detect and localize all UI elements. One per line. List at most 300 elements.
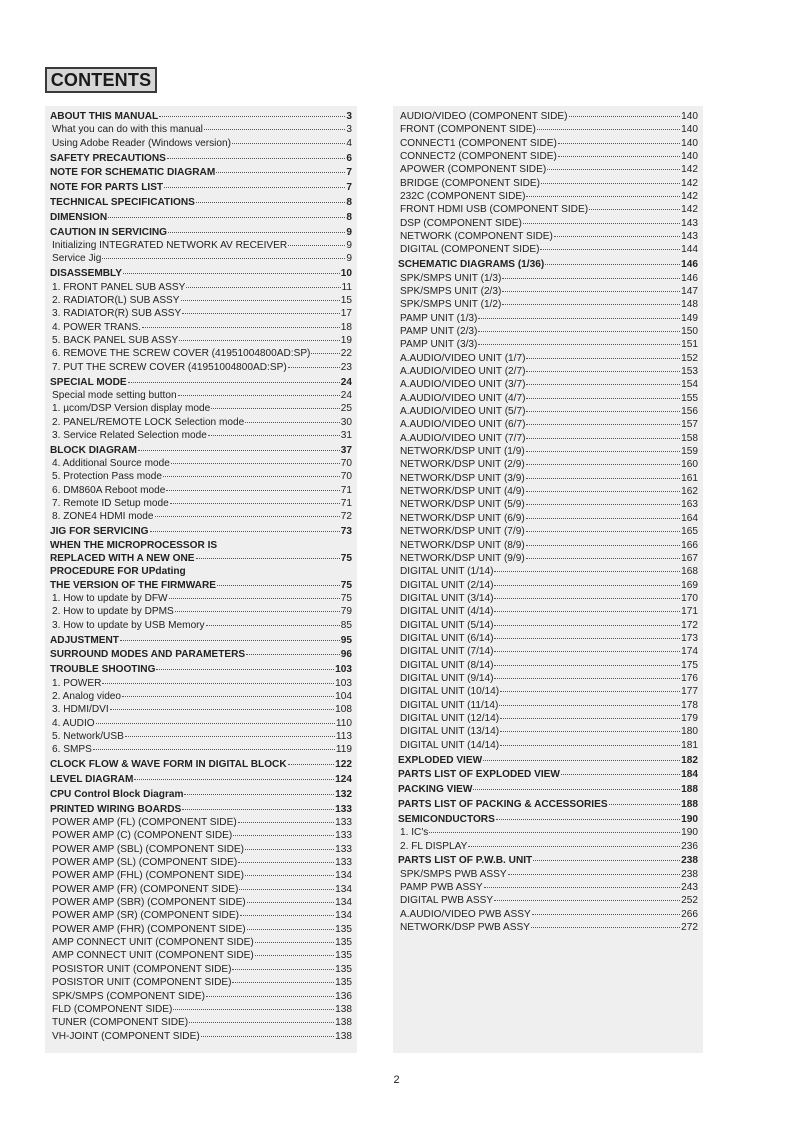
toc-sub-entry[interactable] bbox=[398, 712, 698, 725]
toc-entry-label: DIGITAL UNIT (9/14) bbox=[400, 672, 494, 684]
toc-entry-label: NOTE FOR SCHEMATIC DIAGRAM bbox=[50, 167, 216, 179]
toc-sub-entry[interactable] bbox=[50, 347, 352, 360]
toc-sub-entry[interactable] bbox=[398, 645, 698, 658]
toc-sub-entry[interactable] bbox=[50, 936, 352, 949]
toc-sub-entry[interactable] bbox=[398, 150, 698, 163]
toc-leader-dots bbox=[531, 927, 680, 928]
toc-entry-label: AMP CONNECT UNIT (COMPONENT SIDE) bbox=[52, 937, 254, 949]
toc-entry-label: 3. How to update by USB Memory bbox=[52, 619, 205, 631]
toc-leader-dots bbox=[540, 249, 680, 250]
toc-page-number: 25 bbox=[340, 403, 352, 415]
toc-sub-entry[interactable] bbox=[398, 579, 698, 592]
toc-sub-entry[interactable] bbox=[50, 321, 352, 334]
toc-section-entry[interactable] bbox=[398, 768, 698, 781]
toc-sub-entry[interactable] bbox=[398, 325, 698, 338]
toc-leader-dots bbox=[167, 158, 345, 159]
toc-leader-dots bbox=[138, 450, 340, 451]
toc-sub-entry[interactable] bbox=[398, 632, 698, 645]
toc-sub-entry[interactable] bbox=[398, 123, 698, 136]
toc-section-entry[interactable] bbox=[50, 152, 352, 165]
toc-page-number: 173 bbox=[681, 632, 698, 644]
toc-leader-dots bbox=[239, 889, 334, 890]
toc-page-number: 138 bbox=[335, 1030, 352, 1042]
toc-page-number: 154 bbox=[681, 379, 698, 391]
toc-leader-dots bbox=[122, 696, 334, 697]
toc-entry-label: SAFETY PRECAUTIONS bbox=[50, 152, 166, 164]
toc-sub-entry[interactable] bbox=[398, 659, 698, 672]
toc-page-number: 71 bbox=[340, 484, 352, 496]
toc-entry-label: DIGITAL UNIT (11/14) bbox=[400, 699, 499, 711]
toc-page-number: 9 bbox=[346, 240, 352, 252]
toc-sub-entry[interactable] bbox=[398, 881, 698, 894]
toc-page-number: 182 bbox=[681, 754, 698, 766]
toc-leader-dots bbox=[204, 129, 345, 130]
toc-sub-entry[interactable] bbox=[398, 190, 698, 203]
toc-sub-entry[interactable] bbox=[398, 418, 698, 431]
toc-page-number: 37 bbox=[340, 444, 352, 456]
toc-sub-entry[interactable] bbox=[50, 252, 352, 265]
toc-entry-label: BLOCK DIAGRAM bbox=[50, 444, 137, 456]
toc-section-entry[interactable] bbox=[50, 181, 352, 194]
toc-sub-entry[interactable] bbox=[50, 843, 352, 856]
toc-sub-entry[interactable] bbox=[398, 338, 698, 351]
toc-sub-entry[interactable] bbox=[50, 743, 352, 756]
toc-page-number: 75 bbox=[340, 579, 352, 591]
toc-entry-label: What you can do with this manual bbox=[52, 124, 203, 136]
toc-leader-dots bbox=[247, 929, 334, 930]
toc-entry-label: 4. POWER TRANS. bbox=[52, 321, 141, 333]
toc-page-number: 159 bbox=[681, 446, 698, 458]
toc-leader-dots bbox=[206, 996, 334, 997]
toc-entry-label: PARTS LIST OF EXPLODED VIEW bbox=[398, 769, 560, 781]
toc-sub-entry[interactable] bbox=[50, 909, 352, 922]
toc-page-number: 9 bbox=[346, 253, 352, 265]
toc-sub-entry[interactable] bbox=[398, 921, 698, 934]
toc-sub-entry[interactable] bbox=[50, 869, 352, 882]
toc-sub-entry[interactable] bbox=[50, 816, 352, 829]
toc-leader-dots bbox=[494, 585, 680, 586]
toc-entry-label: PARTS LIST OF PACKING & ACCESSORIES bbox=[398, 799, 608, 811]
toc-entry-label: 6. SMPS bbox=[52, 744, 92, 756]
toc-sub-entry[interactable] bbox=[50, 402, 352, 415]
toc-sub-entry[interactable] bbox=[398, 137, 698, 150]
toc-sub-entry[interactable] bbox=[398, 539, 698, 552]
toc-sub-entry[interactable] bbox=[398, 525, 698, 538]
toc-page-number: 72 bbox=[340, 511, 352, 523]
toc-sub-entry[interactable] bbox=[398, 485, 698, 498]
toc-section-entry[interactable] bbox=[398, 798, 698, 811]
toc-entry-label: Initializing INTEGRATED NETWORK AV RECEIVER bbox=[52, 240, 288, 252]
toc-sub-entry[interactable] bbox=[50, 307, 352, 320]
toc-leader-dots bbox=[173, 1009, 334, 1010]
toc-sub-entry[interactable] bbox=[50, 949, 352, 962]
toc-sub-entry[interactable] bbox=[50, 990, 352, 1003]
toc-sub-entry[interactable] bbox=[50, 429, 352, 442]
toc-sub-entry[interactable] bbox=[398, 163, 698, 176]
toc-entry-label: NETWORK/DSP UNIT (5/9) bbox=[400, 499, 525, 511]
toc-leader-dots bbox=[499, 705, 680, 706]
toc-sub-entry[interactable] bbox=[398, 458, 698, 471]
toc-leader-dots bbox=[500, 745, 680, 746]
toc-entry-label: VH-JOINT (COMPONENT SIDE) bbox=[52, 1030, 200, 1042]
toc-leader-dots bbox=[288, 367, 340, 368]
toc-sub-entry[interactable] bbox=[50, 619, 352, 632]
toc-sub-entry[interactable] bbox=[398, 672, 698, 685]
toc-sub-entry[interactable] bbox=[398, 512, 698, 525]
toc-page-number: 163 bbox=[681, 499, 698, 511]
toc-page-number: 73 bbox=[340, 526, 352, 538]
toc-sub-entry[interactable] bbox=[50, 1003, 352, 1016]
toc-sub-entry[interactable] bbox=[50, 1016, 352, 1029]
toc-sub-entry[interactable] bbox=[398, 868, 698, 881]
toc-leader-dots bbox=[108, 217, 345, 218]
page-title: CONTENTS bbox=[45, 67, 157, 93]
toc-page-number: 238 bbox=[681, 868, 698, 880]
toc-leader-dots bbox=[128, 382, 340, 383]
toc-sub-entry[interactable] bbox=[50, 239, 352, 252]
toc-leader-dots bbox=[181, 300, 340, 301]
toc-sub-entry[interactable] bbox=[50, 389, 352, 402]
toc-section-entry[interactable] bbox=[50, 196, 352, 209]
toc-section-entry[interactable] bbox=[50, 648, 352, 661]
toc-sub-entry[interactable] bbox=[50, 976, 352, 989]
toc-leader-dots bbox=[189, 1022, 334, 1023]
toc-leader-dots bbox=[558, 156, 680, 157]
toc-leader-dots bbox=[526, 558, 680, 559]
toc-page-number: 24 bbox=[340, 389, 352, 401]
toc-leader-dots bbox=[494, 678, 680, 679]
toc-sub-entry[interactable] bbox=[398, 312, 698, 325]
toc-entry-label: 1. How to update by DFW bbox=[52, 593, 168, 605]
toc-sub-entry[interactable] bbox=[398, 432, 698, 445]
toc-sub-entry[interactable] bbox=[50, 963, 352, 976]
toc-leader-dots bbox=[561, 774, 680, 775]
toc-sub-entry[interactable] bbox=[398, 908, 698, 921]
toc-entry-label: DIGITAL UNIT (14/14) bbox=[400, 739, 500, 751]
toc-sub-entry[interactable] bbox=[50, 896, 352, 909]
toc-entry-label: DIGITAL UNIT (10/14) bbox=[400, 686, 500, 698]
toc-sub-entry[interactable] bbox=[398, 472, 698, 485]
toc-section-entry[interactable] bbox=[50, 758, 352, 771]
toc-entry-label: DIGITAL UNIT (6/14) bbox=[400, 632, 494, 644]
toc-entry-label: PAMP UNIT (2/3) bbox=[400, 326, 478, 337]
toc-page-number: 266 bbox=[681, 908, 698, 920]
toc-sub-entry[interactable] bbox=[50, 690, 352, 703]
toc-sub-entry[interactable] bbox=[398, 894, 698, 907]
toc-sub-entry[interactable] bbox=[398, 592, 698, 605]
toc-section-entry[interactable] bbox=[50, 634, 352, 647]
toc-leader-dots bbox=[484, 887, 681, 888]
toc-sub-entry[interactable] bbox=[50, 605, 352, 618]
toc-sub-entry[interactable] bbox=[50, 497, 352, 510]
toc-entry-label: 2. RADIATOR(L) SUB ASSY bbox=[52, 294, 180, 306]
toc-entry-label: POWER AMP (FHL) (COMPONENT SIDE) bbox=[52, 870, 244, 882]
toc-entry-label: FRONT (COMPONENT SIDE) bbox=[400, 124, 536, 136]
toc-entry-label: DIGITAL UNIT (3/14) bbox=[400, 592, 494, 604]
toc-entry-label: NETWORK/DSP PWB ASSY bbox=[400, 922, 530, 934]
toc-leader-dots bbox=[526, 384, 680, 385]
toc-page-number: 133 bbox=[335, 843, 352, 855]
toc-entry-label: SCHEMATIC DIAGRAMS (1/36) bbox=[398, 259, 545, 271]
toc-entry-label: POWER AMP (C) (COMPONENT SIDE) bbox=[52, 830, 233, 842]
toc-entry-label: TECHNICAL SPECIFICATIONS bbox=[50, 197, 195, 209]
toc-leader-dots bbox=[211, 408, 340, 409]
toc-page-number: 143 bbox=[681, 231, 698, 243]
toc-leader-dots bbox=[569, 116, 681, 117]
toc-page-number: 122 bbox=[335, 759, 352, 771]
toc-entry-label: SEMICONDUCTORS bbox=[398, 813, 495, 825]
toc-entry-label: ADJUSTMENT bbox=[50, 634, 119, 646]
toc-leader-dots bbox=[500, 731, 680, 732]
toc-sub-entry[interactable] bbox=[50, 416, 352, 429]
toc-entry-label: NETWORK/DSP UNIT (4/9) bbox=[400, 486, 525, 498]
toc-leader-dots bbox=[532, 914, 680, 915]
toc-page-number: 140 bbox=[681, 151, 698, 163]
toc-sub-entry[interactable] bbox=[50, 677, 352, 690]
toc-sub-entry[interactable] bbox=[50, 829, 352, 842]
toc-leader-dots bbox=[554, 236, 680, 237]
toc-page-number: 142 bbox=[681, 204, 698, 216]
toc-entry-label: POWER AMP (FR) (COMPONENT SIDE) bbox=[52, 883, 239, 895]
toc-sub-entry[interactable] bbox=[398, 230, 698, 243]
toc-sub-entry[interactable] bbox=[50, 856, 352, 869]
toc-section-entry[interactable] bbox=[50, 376, 352, 389]
toc-column-left bbox=[45, 106, 357, 1053]
toc-section-entry[interactable] bbox=[50, 773, 352, 786]
toc-page-number: 149 bbox=[681, 312, 698, 324]
toc-page-number: 134 bbox=[335, 870, 352, 882]
toc-leader-dots bbox=[238, 862, 334, 863]
toc-sub-entry[interactable] bbox=[50, 470, 352, 483]
toc-sub-entry[interactable] bbox=[398, 285, 698, 298]
toc-leader-dots bbox=[526, 518, 680, 519]
toc-entry-label: NETWORK/DSP UNIT (9/9) bbox=[400, 552, 525, 564]
toc-sub-entry[interactable] bbox=[398, 110, 698, 123]
toc-section-entry[interactable] bbox=[50, 110, 352, 123]
toc-page-number: 168 bbox=[681, 566, 698, 578]
toc-section-entry[interactable] bbox=[50, 788, 352, 801]
toc-page-number: 146 bbox=[681, 259, 698, 271]
toc-page-number: 103 bbox=[335, 664, 352, 676]
toc-entry-label: FLD (COMPONENT SIDE) bbox=[52, 1003, 173, 1015]
toc-leader-dots bbox=[502, 278, 680, 279]
toc-leader-dots bbox=[232, 969, 334, 970]
toc-sub-entry[interactable] bbox=[50, 592, 352, 605]
toc-sub-entry[interactable] bbox=[398, 725, 698, 738]
toc-entry-label: POWER AMP (SBR) (COMPONENT SIDE) bbox=[52, 897, 246, 909]
toc-section-entry[interactable] bbox=[50, 525, 352, 538]
toc-page-number: 124 bbox=[335, 774, 352, 785]
toc-sub-entry[interactable] bbox=[50, 923, 352, 936]
toc-leader-dots bbox=[526, 411, 680, 412]
toc-sub-entry[interactable] bbox=[50, 717, 352, 730]
toc-leader-dots bbox=[508, 874, 681, 875]
toc-page-number: 175 bbox=[681, 659, 698, 671]
toc-sub-entry[interactable] bbox=[50, 457, 352, 470]
toc-section-entry[interactable] bbox=[398, 854, 698, 867]
toc-leader-dots bbox=[163, 476, 340, 477]
toc-sub-entry[interactable] bbox=[50, 1030, 352, 1043]
toc-entry-label: Service Jig bbox=[52, 253, 102, 265]
toc-leader-dots bbox=[526, 371, 680, 372]
toc-page-number: 108 bbox=[335, 704, 352, 716]
toc-sub-entry[interactable] bbox=[50, 883, 352, 896]
toc-page-number: 135 bbox=[335, 963, 352, 975]
toc-page-number: 75 bbox=[340, 553, 352, 564]
toc-section-entry[interactable] bbox=[50, 803, 352, 816]
toc-leader-dots bbox=[526, 504, 680, 505]
toc-section-entry[interactable] bbox=[50, 267, 352, 280]
toc-sub-entry[interactable] bbox=[398, 392, 698, 405]
toc-leader-dots bbox=[166, 490, 339, 491]
toc-page-number: 188 bbox=[681, 799, 698, 811]
toc-sub-entry[interactable] bbox=[398, 405, 698, 418]
toc-sub-entry[interactable] bbox=[398, 378, 698, 391]
toc-section-entry[interactable] bbox=[398, 813, 698, 826]
toc-entry-label: DSP (COMPONENT SIDE) bbox=[400, 217, 522, 229]
toc-page-number: 75 bbox=[340, 593, 352, 605]
toc-sub-entry[interactable] bbox=[398, 272, 698, 285]
toc-sub-entry[interactable] bbox=[50, 510, 352, 523]
toc-leader-dots bbox=[494, 625, 680, 626]
toc-page-number: 142 bbox=[681, 164, 698, 176]
toc-leader-dots bbox=[478, 344, 680, 345]
toc-sub-entry[interactable] bbox=[398, 619, 698, 632]
toc-entry-label: 1. FRONT PANEL SUB ASSY bbox=[52, 281, 186, 293]
toc-page-number: 132 bbox=[335, 788, 352, 800]
toc-page-number: 155 bbox=[681, 392, 698, 404]
toc-leader-dots bbox=[526, 196, 680, 197]
toc-page-number: 144 bbox=[681, 244, 698, 256]
toc-heading-line[interactable]: PROCEDURE FOR UPdating bbox=[50, 566, 186, 578]
toc-sub-entry[interactable] bbox=[50, 334, 352, 347]
toc-section-entry[interactable] bbox=[50, 579, 352, 592]
toc-page-number: 17 bbox=[340, 308, 352, 320]
toc-sub-entry[interactable] bbox=[398, 445, 698, 458]
toc-sub-entry[interactable] bbox=[50, 730, 352, 743]
toc-page-number: 164 bbox=[681, 512, 698, 524]
toc-entry-label: 2. Analog video bbox=[52, 690, 122, 702]
toc-page-number: 236 bbox=[681, 840, 698, 852]
toc-sub-entry[interactable] bbox=[398, 203, 698, 216]
toc-section-entry[interactable] bbox=[398, 258, 698, 271]
toc-entry-label: CPU Control Block Diagram bbox=[50, 788, 184, 800]
toc-sub-entry[interactable] bbox=[398, 298, 698, 311]
page-number: 2 bbox=[393, 1074, 400, 1086]
toc-sub-entry[interactable] bbox=[398, 685, 698, 698]
toc-leader-dots bbox=[526, 451, 680, 452]
toc-sub-entry[interactable] bbox=[398, 840, 698, 853]
toc-section-entry[interactable] bbox=[50, 226, 352, 239]
toc-sub-entry[interactable] bbox=[398, 352, 698, 365]
toc-sub-entry[interactable] bbox=[398, 739, 698, 752]
toc-page-number: 134 bbox=[335, 897, 352, 909]
toc-page-number: 171 bbox=[681, 606, 698, 618]
toc-leader-dots bbox=[478, 318, 680, 319]
toc-sub-entry[interactable] bbox=[398, 552, 698, 565]
toc-entry-label: SPK/SMPS UNIT (2/3) bbox=[400, 285, 502, 297]
toc-entry-label: POSISTOR UNIT (COMPONENT SIDE) bbox=[52, 977, 232, 989]
toc-sub-entry[interactable] bbox=[50, 137, 352, 150]
toc-entry-label: PACKING VIEW bbox=[398, 784, 473, 796]
toc-sub-entry[interactable] bbox=[398, 565, 698, 578]
toc-leader-dots bbox=[123, 273, 340, 274]
toc-sub-entry[interactable] bbox=[398, 177, 698, 190]
toc-page-number: 243 bbox=[681, 882, 698, 894]
toc-sub-entry[interactable] bbox=[50, 123, 352, 136]
toc-page-number: 133 bbox=[335, 830, 352, 842]
toc-sub-entry[interactable] bbox=[398, 826, 698, 839]
toc-page-number: 180 bbox=[681, 726, 698, 738]
toc-entry-label: DIGITAL UNIT (5/14) bbox=[400, 619, 494, 631]
toc-leader-dots bbox=[240, 915, 334, 916]
toc-page-number: 8 bbox=[346, 197, 352, 209]
toc-entry-label: NETWORK/DSP UNIT (2/9) bbox=[400, 459, 525, 471]
toc-sub-entry[interactable] bbox=[398, 699, 698, 712]
toc-entry-label: TUNER (COMPONENT SIDE) bbox=[52, 1017, 189, 1029]
toc-entry-label: NETWORK/DSP UNIT (3/9) bbox=[400, 472, 525, 484]
toc-entry-label: POWER AMP (SBL) (COMPONENT SIDE) bbox=[52, 843, 244, 855]
toc-section-entry[interactable] bbox=[50, 211, 352, 224]
toc-entry-label: POSISTOR UNIT (COMPONENT SIDE) bbox=[52, 963, 232, 975]
toc-heading-line[interactable]: WHEN THE MICROPROCESSOR IS bbox=[50, 539, 218, 551]
toc-sub-entry[interactable] bbox=[50, 361, 352, 374]
toc-entry-label: APOWER (COMPONENT SIDE) bbox=[400, 164, 547, 176]
toc-sub-entry[interactable] bbox=[50, 281, 352, 294]
toc-entry-label: NETWORK/DSP UNIT (1/9) bbox=[400, 446, 525, 458]
toc-page-number: 4 bbox=[346, 137, 352, 149]
toc-sub-entry[interactable] bbox=[50, 703, 352, 716]
toc-sub-entry[interactable] bbox=[398, 498, 698, 511]
toc-section-entry[interactable] bbox=[50, 166, 352, 179]
toc-entry-label: 4. AUDIO bbox=[52, 717, 95, 729]
toc-leader-dots bbox=[233, 835, 334, 836]
toc-section-entry[interactable] bbox=[50, 663, 352, 676]
toc-sub-entry[interactable] bbox=[398, 217, 698, 230]
toc-entry-label: AMP CONNECT UNIT (COMPONENT SIDE) bbox=[52, 950, 254, 962]
toc-section-entry[interactable] bbox=[398, 783, 698, 796]
toc-page-number: 7 bbox=[346, 167, 352, 179]
toc-page-number: 18 bbox=[340, 321, 352, 333]
toc-section-entry[interactable] bbox=[50, 444, 352, 457]
toc-column-right bbox=[393, 106, 703, 1053]
toc-page-number: 167 bbox=[681, 552, 698, 564]
toc-page-number: 178 bbox=[681, 699, 698, 711]
toc-page-number: 172 bbox=[681, 619, 698, 631]
toc-page-number: 11 bbox=[341, 281, 352, 293]
toc-page-number: 238 bbox=[681, 855, 698, 867]
toc-page-number: 136 bbox=[335, 990, 352, 1002]
toc-page-number: 135 bbox=[335, 977, 352, 989]
toc-leader-dots bbox=[125, 736, 335, 737]
toc-sub-entry[interactable] bbox=[50, 294, 352, 307]
toc-page-number: 24 bbox=[340, 376, 352, 388]
toc-entry-label: BRIDGE (COMPONENT SIDE) bbox=[400, 177, 541, 189]
toc-sub-entry[interactable] bbox=[398, 243, 698, 256]
toc-page-number: 158 bbox=[681, 432, 698, 444]
toc-leader-dots bbox=[245, 422, 340, 423]
toc-sub-entry[interactable] bbox=[398, 605, 698, 618]
toc-page-number: 85 bbox=[340, 619, 352, 631]
toc-section-entry[interactable] bbox=[398, 754, 698, 767]
toc-entry-label: 3. HDMI/DVI bbox=[52, 704, 109, 716]
toc-entry-label: 7. PUT THE SCREW COVER (41951004800AD:SP) bbox=[52, 361, 287, 373]
toc-sub-entry[interactable] bbox=[50, 484, 352, 497]
toc-entry-label: Special mode setting button bbox=[52, 389, 177, 401]
toc-section-entry[interactable] bbox=[50, 552, 352, 565]
toc-sub-entry[interactable] bbox=[398, 365, 698, 378]
toc-page-number: 15 bbox=[340, 294, 352, 306]
